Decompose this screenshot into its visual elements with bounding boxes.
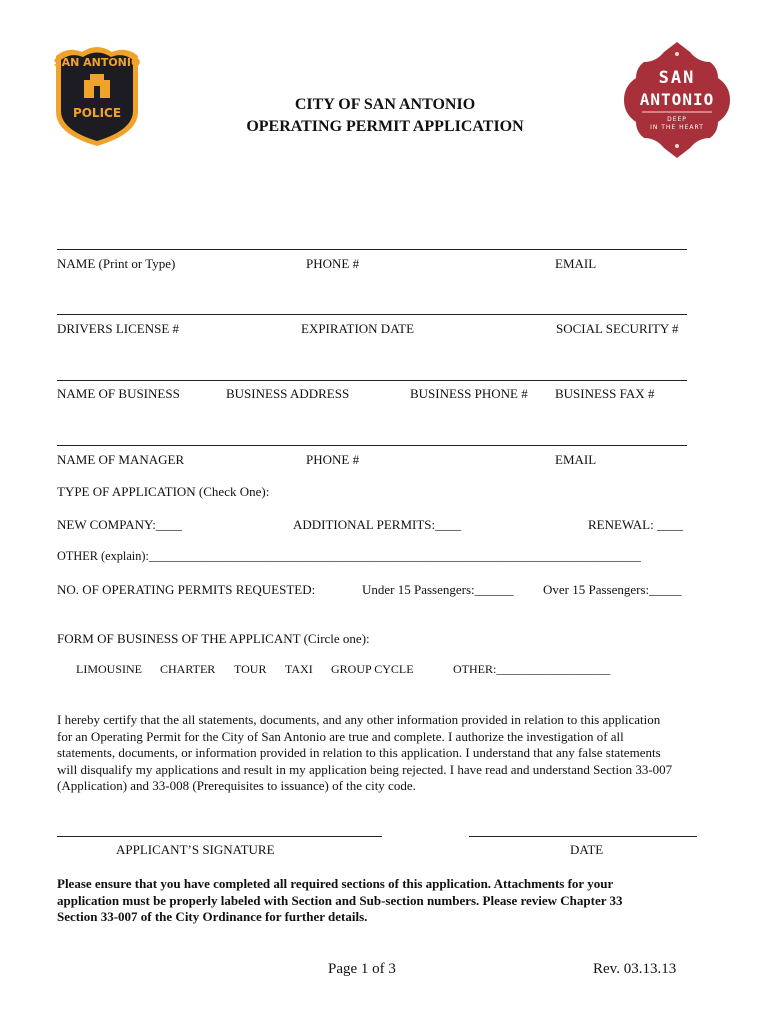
email-label: EMAIL [555,256,597,271]
other-explain-field[interactable]: OTHER (explain):________________________________________________________________________________ [57,549,641,563]
drivers-license-label: DRIVERS LICENSE # [57,321,180,336]
form-title-line2: OPERATING PERMIT APPLICATION [246,118,524,135]
business-form-heading: FORM OF BUSINESS OF THE APPLICANT (Circle one): [57,631,370,646]
certification-line: I hereby certify that the all statements, documents, and any other information provided in relation to this application [57,712,661,727]
business-fax-label: BUSINESS FAX # [555,386,655,401]
over-15-field[interactable]: Over 15 Passengers:_____ [543,582,682,597]
seal-tagline1: DEEP [667,116,687,123]
additional-permits-option[interactable]: ADDITIONAL PERMITS:____ [293,517,462,532]
date-line[interactable] [469,836,697,837]
business-address-label: BUSINESS ADDRESS [226,386,350,401]
form-title-line1: CITY OF SAN ANTONIO [294,96,476,113]
manager-name-label: NAME OF MANAGER [57,452,185,467]
option-tour[interactable]: TOUR [234,662,267,676]
option-limousine[interactable]: LIMOUSINE [76,662,142,676]
option-other[interactable]: OTHER:___________________ [453,662,611,676]
new-company-option[interactable]: NEW COMPANY:____ [57,517,182,532]
row4-input-line[interactable] [57,445,687,446]
option-group-cycle[interactable]: GROUP CYCLE [331,662,414,676]
revision-number: Rev. 03.13.13 [593,961,677,977]
signature-line[interactable] [57,836,382,837]
expiration-date-label: EXPIRATION DATE [301,321,415,336]
certification-line: statements, documents, or information provided in relation to this application. I understand that any false statements [57,745,661,760]
name-label: NAME (Print or Type) [57,256,176,271]
date-label: DATE [570,842,604,857]
manager-email-label: EMAIL [555,452,597,467]
certification-line: (Application) and 33-008 (Prerequisites to issuance) of the city code. [57,778,416,793]
under-15-field[interactable]: Under 15 Passengers:______ [362,582,514,597]
notice-line: application must be properly labeled with Section and Sub-section numbers. Please review Chapter 33 [57,892,623,908]
notice-line: Please ensure that you have completed all required sections of this application. Attachments for your [57,876,614,891]
seal-tagline2: IN THE HEART [650,124,704,131]
page-number: Page 1 of 3 [328,961,396,977]
row3-input-line[interactable] [57,380,687,381]
seal-line2: ANTONIO [639,90,715,109]
certification-paragraph [57,712,717,795]
badge-top-text: SAN ANTONIO [53,56,141,69]
business-phone-label: BUSINESS PHONE # [410,386,528,401]
option-taxi[interactable]: TAXI [285,662,313,676]
option-charter[interactable]: CHARTER [160,662,216,676]
notice-paragraph [57,876,717,926]
permits-requested-label: NO. OF OPERATING PERMITS REQUESTED: [57,582,316,597]
manager-phone-label: PHONE # [306,452,360,467]
renewal-option[interactable]: RENEWAL: ____ [588,517,683,532]
phone-label: PHONE # [306,256,360,271]
signature-label: APPLICANT’S SIGNATURE [116,842,275,857]
business-name-label: NAME OF BUSINESS [57,386,180,401]
certification-line: will disqualify my applications and result in my application being rejected. I have read and understand Section 33-007 [57,761,673,777]
seal-line1: SAN [658,68,696,88]
application-type-heading: TYPE OF APPLICATION (Check One): [57,484,270,499]
badge-bottom-text: POLICE [72,106,122,120]
certification-line: for an Operating Permit for the City of San Antonio are true and complete. I authorize the investigation of all [57,728,624,744]
social-security-label: SOCIAL SECURITY # [556,321,679,336]
notice-line: Section 33-007 of the City Ordinance for further details. [57,909,368,924]
row2-input-line[interactable] [57,314,687,315]
row1-input-line[interactable] [57,249,687,250]
